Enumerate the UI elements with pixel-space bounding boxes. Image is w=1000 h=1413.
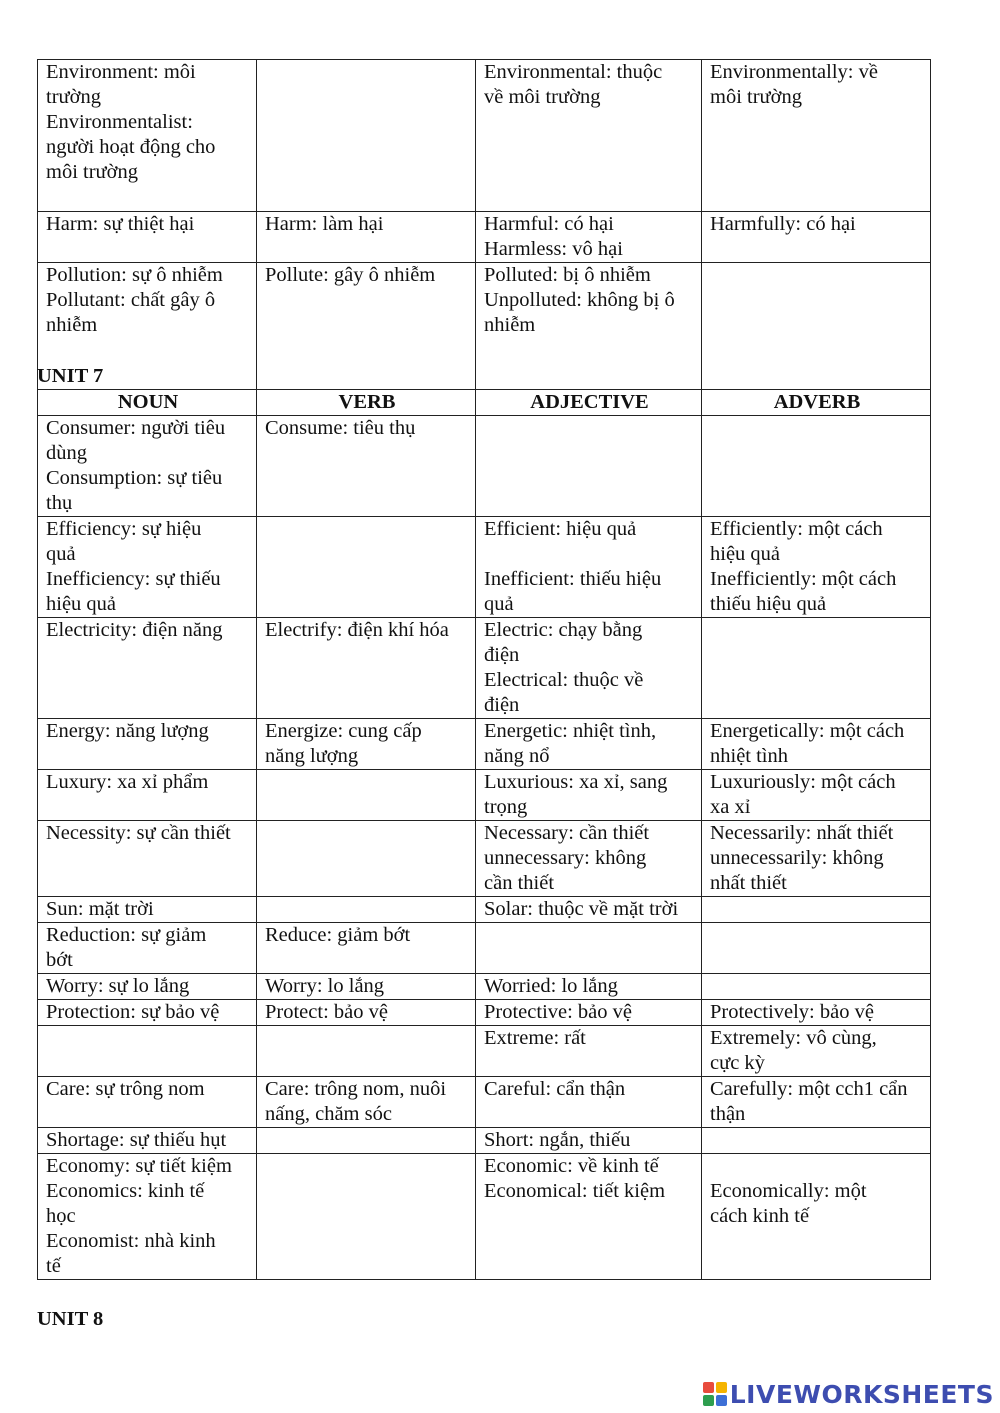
cell-line: quả <box>46 543 76 565</box>
cell-verb <box>257 60 476 212</box>
cell-line: nấng, chăm sóc <box>265 1103 392 1125</box>
cell-line: cực kỳ <box>710 1052 765 1074</box>
cell-verb <box>257 821 476 897</box>
cell-line: unnecessarily: không <box>710 847 884 869</box>
cell-line: Inefficiency: sự thiếu <box>46 568 221 590</box>
table-row <box>38 1077 931 1128</box>
cell-line: trường <box>46 86 101 108</box>
cell-line: Reduce: giảm bớt <box>265 924 411 946</box>
cell-line: Harm: sự thiệt hại <box>46 213 195 235</box>
cell-line: Electrical: thuộc về <box>484 669 644 691</box>
cell-adjective <box>476 1026 702 1077</box>
cell-line: Care: trông nom, nuôi <box>265 1078 447 1100</box>
cell-line: Necessary: cần thiết <box>484 822 650 844</box>
table-row <box>38 618 931 719</box>
cell-verb <box>257 618 476 719</box>
cell-line: Harmful: có hại <box>484 213 614 235</box>
cell-line: Polluted: bị ô nhiễm <box>484 264 651 286</box>
table-row <box>38 770 931 821</box>
cell-noun <box>38 212 257 263</box>
cell-line: học <box>46 1205 76 1227</box>
cell-adverb <box>702 897 931 923</box>
cell-line: Pollutant: chất gây ô <box>46 289 216 311</box>
cell-adjective <box>476 263 702 390</box>
cell-adjective <box>476 923 702 974</box>
cell-line: Protective: bảo vệ <box>484 1001 633 1023</box>
unit7-vocab-table <box>37 389 931 1280</box>
cell-line: unnecessary: không <box>484 847 647 869</box>
cell-verb <box>257 719 476 770</box>
cell-line: hiệu quả <box>46 593 117 615</box>
cell-line: Environmentalist: <box>46 111 193 133</box>
cell-line: điện <box>484 644 520 666</box>
cell-line: thiếu hiệu quả <box>710 593 827 615</box>
cell-adverb <box>702 1154 931 1280</box>
cell-verb <box>257 263 476 390</box>
cell-line: Consume: tiêu thụ <box>265 417 416 439</box>
cell-line: Harm: làm hại <box>265 213 384 235</box>
cell-adjective <box>476 1128 702 1154</box>
cell-line: Environmentally: về <box>710 61 878 83</box>
cell-noun <box>38 923 257 974</box>
cell-line: nhiễm <box>484 314 536 336</box>
cell-noun <box>38 1154 257 1280</box>
cell-adjective <box>476 517 702 618</box>
cell-line: Reduction: sự giảm <box>46 924 207 946</box>
unit7-heading: UNIT 7 <box>37 365 104 387</box>
table-row <box>38 416 931 517</box>
cell-line: Economics: kinh tế <box>46 1180 205 1202</box>
cell-adverb <box>702 618 931 719</box>
cell-line: Economist: nhà kinh <box>46 1230 216 1252</box>
cell-adverb <box>702 1128 931 1154</box>
unit7-header-row <box>38 390 931 416</box>
cell-noun <box>38 60 257 212</box>
cell-line: nhiễm <box>46 314 98 336</box>
cell-verb <box>257 923 476 974</box>
cell-verb <box>257 1026 476 1077</box>
cell-noun <box>38 1026 257 1077</box>
cell-adverb <box>702 821 931 897</box>
cell-verb <box>257 212 476 263</box>
cell-adverb <box>702 1026 931 1077</box>
cell-line: Worried: lo lắng <box>484 975 618 997</box>
cell-line: Economically: một <box>710 1180 867 1202</box>
cell-line: Consumer: người tiêu <box>46 417 226 439</box>
cell-noun <box>38 719 257 770</box>
cell-adjective <box>476 770 702 821</box>
cell-adverb <box>702 1077 931 1128</box>
table-row <box>38 60 931 212</box>
cell-line: năng lượng <box>265 745 359 767</box>
cell-line: Shortage: sự thiếu hụt <box>46 1129 227 1151</box>
cell-adjective <box>476 1077 702 1128</box>
table-row <box>38 821 931 897</box>
liveworksheets-logo-icon <box>702 1381 728 1407</box>
cell-adjective <box>476 212 702 263</box>
cell-adjective <box>476 1000 702 1026</box>
cell-noun <box>38 416 257 517</box>
cell-line <box>710 1154 924 1179</box>
cell-adverb <box>702 923 931 974</box>
cell-adjective <box>476 821 702 897</box>
liveworksheets-logo <box>702 1379 994 1409</box>
cell-line: tế <box>46 1255 61 1277</box>
cell-line: Worry: sự lo lắng <box>46 975 190 997</box>
cell-line: cách kinh tế <box>710 1205 810 1227</box>
cell-line: Energy: năng lượng <box>46 720 209 742</box>
cell-line: Economical: tiết kiệm <box>484 1180 666 1202</box>
cell-line: Environment: môi <box>46 61 196 83</box>
cell-adverb <box>702 719 931 770</box>
cell-adjective <box>476 1154 702 1280</box>
cell-line: Efficiency: sự hiệu <box>46 518 202 540</box>
unit7-vocab-table-body <box>38 416 931 1280</box>
table-row <box>38 974 931 1000</box>
cell-noun <box>38 1077 257 1128</box>
cell-noun <box>38 770 257 821</box>
cell-verb <box>257 1128 476 1154</box>
table-row <box>38 923 931 974</box>
cell-adjective <box>476 719 702 770</box>
cell-line: Harmless: vô hại <box>484 238 623 260</box>
cell-verb <box>257 770 476 821</box>
cell-verb <box>257 1077 476 1128</box>
cell-line: nhất thiết <box>710 872 787 894</box>
header-verb: VERB <box>257 390 476 416</box>
table-row <box>38 1128 931 1154</box>
cell-line: Inefficiently: một cách <box>710 568 897 590</box>
header-noun: NOUN <box>38 390 257 416</box>
cell-noun <box>38 821 257 897</box>
cell-verb <box>257 416 476 517</box>
cell-noun <box>38 974 257 1000</box>
header-adverb: ADVERB <box>702 390 931 416</box>
cell-adjective <box>476 897 702 923</box>
cell-line: Economy: sự tiết kiệm <box>46 1155 232 1177</box>
cell-line: môi trường <box>710 86 802 108</box>
cell-noun <box>38 517 257 618</box>
cell-line: Luxuriously: một cách <box>710 771 896 793</box>
cell-line: xa xỉ <box>710 796 751 818</box>
cell-verb <box>257 517 476 618</box>
table-row <box>38 517 931 618</box>
cell-line: Protectively: bảo vệ <box>710 1001 874 1023</box>
cell-line: Efficiently: một cách <box>710 518 883 540</box>
cell-line: Economic: về kinh tế <box>484 1155 659 1177</box>
table-row <box>38 719 931 770</box>
cell-line: Electrify: điện khí hóa <box>265 619 449 641</box>
cell-adjective <box>476 974 702 1000</box>
cell-line: Short: ngắn, thiếu <box>484 1129 631 1151</box>
cell-line: nhiệt tình <box>710 745 789 767</box>
cell-verb <box>257 1154 476 1280</box>
cell-adjective <box>476 416 702 517</box>
top-vocab-table-body <box>38 60 931 390</box>
cell-line: môi trường <box>46 161 138 183</box>
cell-noun <box>38 618 257 719</box>
table-row <box>38 1000 931 1026</box>
cell-line: Careful: cẩn thận <box>484 1078 626 1100</box>
cell-verb <box>257 1000 476 1026</box>
cell-adverb <box>702 263 931 390</box>
cell-line: Unpolluted: không bị ô <box>484 289 675 311</box>
cell-line: Extreme: rất <box>484 1027 586 1049</box>
table-row <box>38 212 931 263</box>
cell-adverb <box>702 1000 931 1026</box>
cell-line: Care: sự trông nom <box>46 1078 205 1100</box>
cell-line: Carefully: một cch1 cẩn <box>710 1078 908 1100</box>
cell-adverb <box>702 974 931 1000</box>
cell-adjective <box>476 618 702 719</box>
cell-line: hiệu quả <box>710 543 781 565</box>
cell-adverb <box>702 212 931 263</box>
cell-adverb <box>702 770 931 821</box>
cell-noun <box>38 897 257 923</box>
liveworksheets-logo-text: LIVEWORKSHEETS <box>729 1379 994 1409</box>
cell-line <box>484 542 695 567</box>
cell-adverb <box>702 60 931 212</box>
cell-line: thận <box>710 1103 746 1125</box>
cell-line: Extremely: vô cùng, <box>710 1027 877 1049</box>
cell-line: bớt <box>46 949 73 971</box>
cell-line: Protection: sự bảo vệ <box>46 1001 220 1023</box>
table-row <box>38 1154 931 1280</box>
cell-line: Environmental: thuộc <box>484 61 663 83</box>
cell-line: Luxurious: xa xỉ, sang <box>484 771 668 793</box>
cell-line: Inefficient: thiếu hiệu <box>484 568 662 590</box>
cell-line: Energize: cung cấp <box>265 720 422 742</box>
table-row <box>38 897 931 923</box>
cell-line: Energetically: một cách <box>710 720 905 742</box>
cell-line: Necessity: sự cần thiết <box>46 822 231 844</box>
cell-line: Consumption: sự tiêu <box>46 467 223 489</box>
cell-line: Pollution: sự ô nhiễm <box>46 264 223 286</box>
cell-line: trọng <box>484 796 528 818</box>
cell-line: Energetic: nhiệt tình, <box>484 720 657 742</box>
cell-line: Solar: thuộc về mặt trời <box>484 898 679 920</box>
cell-line: điện <box>484 694 520 716</box>
cell-noun <box>38 1000 257 1026</box>
cell-line: Pollute: gây ô nhiễm <box>265 264 436 286</box>
cell-line: năng nổ <box>484 745 550 767</box>
cell-line: thụ <box>46 492 73 514</box>
cell-line: người hoạt động cho <box>46 136 216 158</box>
cell-adverb <box>702 517 931 618</box>
cell-line: Worry: lo lắng <box>265 975 385 997</box>
cell-line: dùng <box>46 442 87 464</box>
top-vocab-table <box>37 59 931 390</box>
cell-line: Luxury: xa xỉ phẩm <box>46 771 209 793</box>
cell-verb <box>257 974 476 1000</box>
table-row <box>38 263 931 390</box>
cell-line: cần thiết <box>484 872 555 894</box>
cell-line: về môi trường <box>484 86 601 108</box>
cell-line: Harmfully: có hại <box>710 213 856 235</box>
header-adjective: ADJECTIVE <box>476 390 702 416</box>
cell-adverb <box>702 416 931 517</box>
table-row <box>38 1026 931 1077</box>
cell-line: Protect: bảo vệ <box>265 1001 388 1023</box>
cell-line: Necessarily: nhất thiết <box>710 822 894 844</box>
cell-noun <box>38 1128 257 1154</box>
unit8-heading: UNIT 8 <box>37 1308 104 1330</box>
cell-line: Efficient: hiệu quả <box>484 518 637 540</box>
cell-adjective <box>476 60 702 212</box>
cell-verb <box>257 897 476 923</box>
cell-line: Electricity: điện năng <box>46 619 223 641</box>
cell-line: quả <box>484 593 514 615</box>
cell-line: Sun: mặt trời <box>46 898 154 920</box>
cell-line: Electric: chạy bằng <box>484 619 643 641</box>
